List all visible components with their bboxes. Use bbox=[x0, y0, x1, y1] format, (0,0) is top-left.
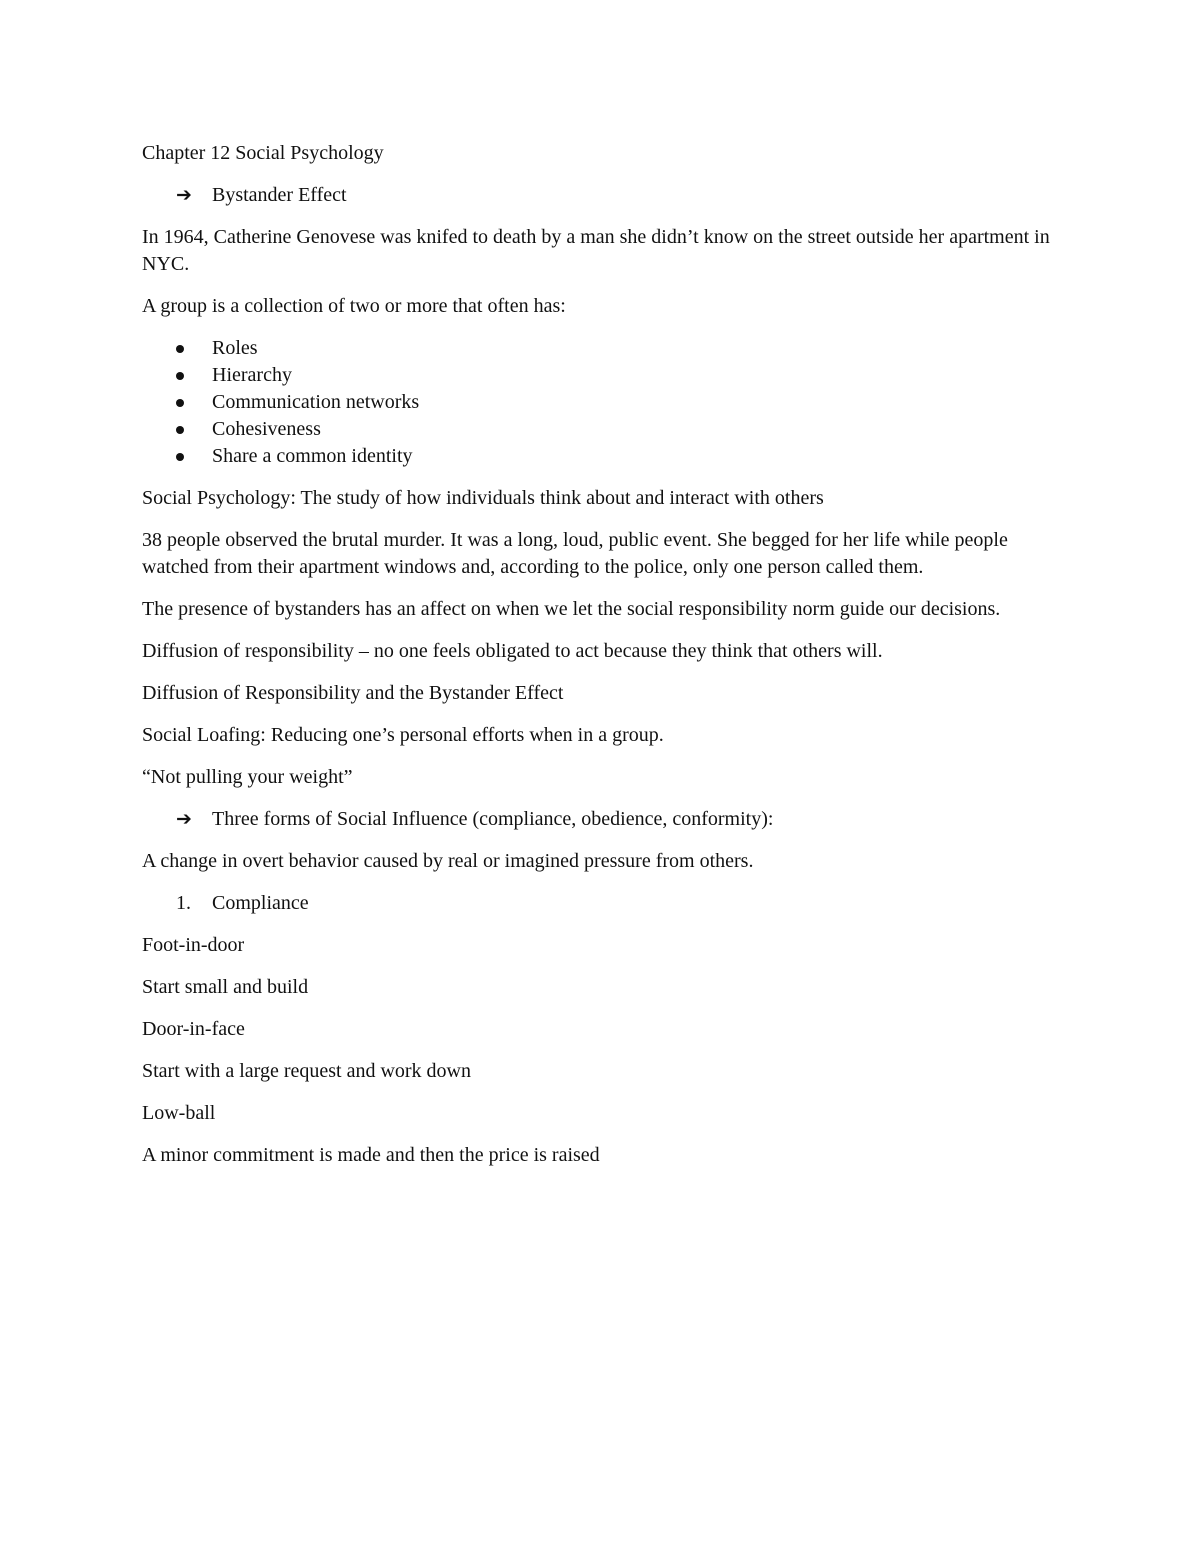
paragraph-diffusion-definition: Diffusion of responsibility – no one feels obligated to act because they think that others will. bbox=[142, 640, 883, 662]
group-characteristics-list bbox=[142, 335, 1062, 470]
paragraph-influence-definition: A change in overt behavior caused by real or imagined pressure from others. bbox=[142, 850, 754, 872]
arrow-item-social-influence bbox=[142, 806, 1062, 833]
bullet-icon bbox=[176, 453, 184, 461]
list-item bbox=[142, 416, 1062, 443]
arrow-item-bystander-effect bbox=[142, 182, 1062, 209]
list-number: 1. bbox=[176, 892, 191, 914]
bullet-icon bbox=[176, 426, 184, 434]
arrow-right-icon: ➔ bbox=[176, 184, 192, 206]
term-foot-in-door: Foot-in-door bbox=[142, 934, 245, 956]
arrow-item-label: Bystander Effect bbox=[212, 184, 347, 206]
bullet-icon bbox=[176, 372, 184, 380]
paragraph-social-psychology-definition: Social Psychology: The study of how individuals think about and interact with others bbox=[142, 487, 824, 509]
numbered-item-label: Compliance bbox=[212, 892, 309, 914]
page-title: Chapter 12 Social Psychology bbox=[142, 142, 384, 164]
document-page bbox=[142, 140, 1062, 1184]
paragraph-loafing-quote: “Not pulling your weight” bbox=[142, 766, 353, 788]
list-item-text: Hierarchy bbox=[212, 364, 292, 386]
term-door-in-face: Door-in-face bbox=[142, 1018, 245, 1040]
paragraph-presence-of-bystanders: The presence of bystanders has an affect on when we let the social responsibility norm guide our decisions. bbox=[142, 598, 1001, 620]
list-item-text: Cohesiveness bbox=[212, 418, 321, 440]
list-item-text: Communication networks bbox=[212, 391, 420, 413]
list-item bbox=[142, 335, 1062, 362]
arrow-item-label: Three forms of Social Influence (compliance, obedience, conformity): bbox=[212, 808, 774, 830]
list-item bbox=[142, 389, 1062, 416]
paragraph-genovese: In 1964, Catherine Genovese was knifed to death by a man she didn’t know on the street outside her apartment in NYC. bbox=[142, 226, 1050, 275]
list-item bbox=[142, 362, 1062, 389]
list-item bbox=[142, 443, 1062, 470]
numbered-item-compliance bbox=[142, 890, 1062, 917]
paragraph-observers: 38 people observed the brutal murder. It was a long, loud, public event. She begged for her life while people watched from their apartment windows and, according to the police, only one person called them. bbox=[142, 529, 1008, 578]
bullet-icon bbox=[176, 345, 184, 353]
term-low-ball: Low-ball bbox=[142, 1102, 216, 1124]
list-item-text: Share a common identity bbox=[212, 445, 413, 467]
bullet-icon bbox=[176, 399, 184, 407]
list-item-text: Roles bbox=[212, 337, 258, 359]
paragraph-social-loafing: Social Loafing: Reducing one’s personal efforts when in a group. bbox=[142, 724, 664, 746]
paragraph-group-intro: A group is a collection of two or more that often has: bbox=[142, 295, 566, 317]
paragraph-diffusion-heading: Diffusion of Responsibility and the Bystander Effect bbox=[142, 682, 564, 704]
desc-low-ball: A minor commitment is made and then the price is raised bbox=[142, 1144, 600, 1166]
arrow-right-icon: ➔ bbox=[176, 808, 192, 830]
desc-foot-in-door: Start small and build bbox=[142, 976, 309, 998]
desc-door-in-face: Start with a large request and work down bbox=[142, 1060, 471, 1082]
